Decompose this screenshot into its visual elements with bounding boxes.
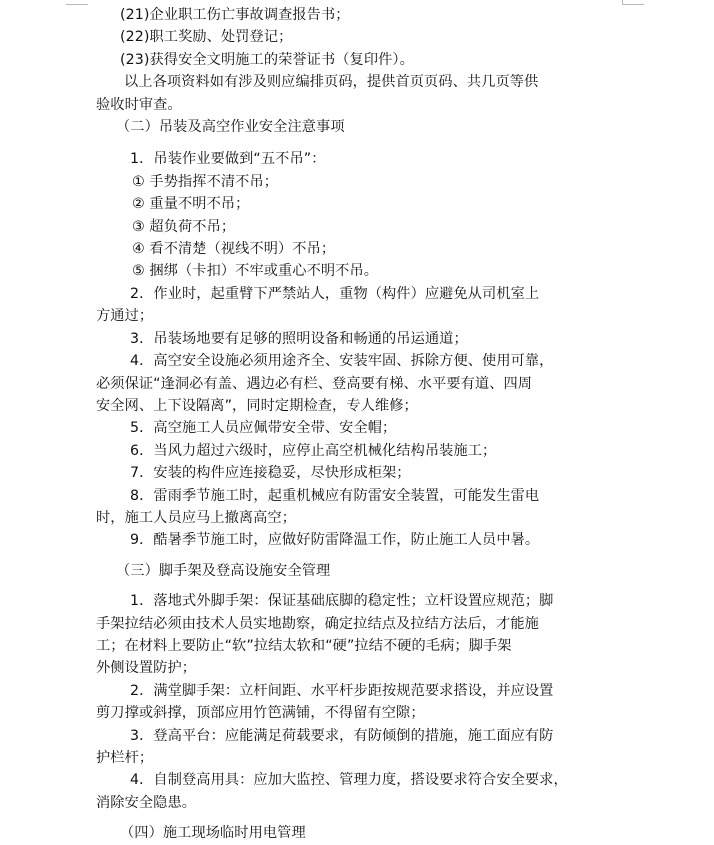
text-line: 时，施工人员应马上撤离高空； xyxy=(96,509,297,526)
text-line: 9．酷暑季节施工时，应做好防雷降温工作，防止施工人员中暑。 xyxy=(130,532,540,549)
list-item: ⑤ 捆绑（卡扣）不牢或重心不明不吊。 xyxy=(132,263,379,280)
text-line: 1．落地式外脚手架：保证基础底脚的稳定性；立杆设置应规范；脚 xyxy=(130,593,554,610)
text-line: 3．吊装场地要有足够的照明设备和畅通的吊运通道； xyxy=(130,330,468,347)
text-line: 7．安装的构件应连接稳妥，尽快形成柜架； xyxy=(130,465,411,482)
section-heading: （四）施工现场临时用电管理 xyxy=(120,825,306,842)
text-line: (22)职工奖励、处罚登记； xyxy=(120,29,293,46)
text-line: 工；在材料上要防止“软”拉结太软和“硬”拉结不硬的毛病；脚手架 xyxy=(96,637,512,654)
crop-mark-top-left xyxy=(66,4,88,5)
text-line: 1．吊装作业要做到“五不吊”： xyxy=(130,151,326,168)
text-line: 8．雷雨季节施工时，起重机械应有防雷安全装置，可能发生雷电 xyxy=(130,487,540,504)
section-heading: （二）吊装及高空作业安全注意事项 xyxy=(116,119,345,136)
text-line: 2．作业时，起重臂下严禁站人，重物（构件）应避免从司机室上 xyxy=(130,285,540,302)
text-line: 手架拉结必须由技术人员实地勘察，确定拉结点及拉结方法后，才能施 xyxy=(96,615,539,632)
text-line: 安全网、上下设隔离”，同时定期检查，专人维修； xyxy=(96,397,418,414)
text-line: 必须保证“逢洞必有盖、遇边必有栏、登高要有梯、水平要有道、四周 xyxy=(96,375,533,392)
text-line: 3．登高平台：应能满足荷载要求，有防倾倒的措施，施工面应有防 xyxy=(130,727,554,744)
section-heading: （三）脚手架及登高设施安全管理 xyxy=(116,562,331,579)
text-line: 2．满堂脚手架：立杆间距、水平杆步距按规范要求搭设，并应设置 xyxy=(130,682,554,699)
text-line: 剪刀撑或斜撑，顶部应用竹笆满铺，不得留有空隙； xyxy=(96,705,425,722)
text-line: 6．当风力超过六级时，应停止高空机械化结构吊装施工； xyxy=(130,442,497,459)
text-line: (23)获得安全文明施工的荣誉证书（复印件）。 xyxy=(120,51,414,68)
list-item: ④ 看不清楚（视线不明）不吊； xyxy=(132,241,336,258)
list-item: ③ 超负荷不吊； xyxy=(132,218,236,235)
text-line: 验收时审查。 xyxy=(96,96,182,113)
text-line: (21)企业职工伤亡事故调查报告书； xyxy=(120,7,350,23)
text-line: 4．高空安全设施必须用途齐全、安装牢固、拆除方便、使用可靠， xyxy=(130,353,554,370)
text-line: 消除安全隐患。 xyxy=(96,794,197,811)
text-line: 外侧设置防护； xyxy=(96,660,197,677)
text-line: 5．高空施工人员应佩带安全带、安全帽； xyxy=(130,420,397,437)
document-body xyxy=(96,4,626,845)
list-item: ① 手势指挥不清不吊； xyxy=(132,173,279,190)
text-line: 方通过； xyxy=(96,308,154,325)
text-line: 护栏杆； xyxy=(96,750,154,766)
text-line: 以上各项资料如有涉及则应编排页码，提供首页页码、共几页等供 xyxy=(124,74,539,91)
text-line: 4．自制登高用具：应加大监控、管理力度，搭设要求符合安全要求， xyxy=(130,772,568,789)
list-item: ② 重量不明不吊； xyxy=(132,196,250,213)
